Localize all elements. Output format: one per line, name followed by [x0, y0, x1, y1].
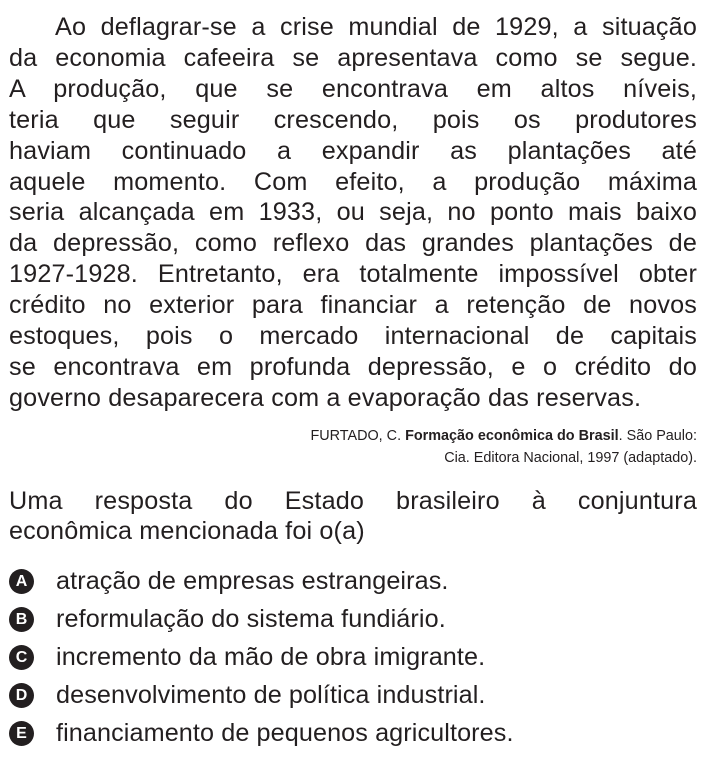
question-line: econômica mencionada foi o(a) [9, 517, 365, 545]
option-b[interactable] [9, 600, 697, 638]
option-c[interactable] [9, 638, 697, 676]
option-a[interactable] [9, 562, 697, 600]
passage-line: 1927-1928. Entretanto, era totalmente impossível obter [9, 260, 697, 289]
option-text: reformulação do sistema fundiário. [56, 605, 446, 633]
option-letter-badge: E [9, 721, 34, 746]
passage-line: seria alcançada em 1933, ou seja, no ponto mais baixo [9, 198, 697, 227]
answer-options [9, 562, 697, 752]
passage-line: da depressão, como reflexo das grandes plantações de [9, 229, 697, 258]
question-stem [9, 486, 697, 546]
citation-place: . São Paulo: [618, 428, 697, 444]
option-text: atração de empresas estrangeiras. [56, 567, 449, 595]
citation-author: FURTADO, C. [310, 428, 406, 444]
option-text: financiamento de pequenos agricultores. [56, 719, 514, 747]
passage-line: aquele momento. Com efeito, a produção máxima [9, 167, 697, 196]
passage-line: governo desaparecera com a evaporação das reservas. [9, 383, 642, 412]
source-citation [177, 425, 697, 469]
passage-line: crédito no exterior para financiar a retenção de novos [9, 291, 697, 320]
option-letter-badge: A [9, 569, 34, 594]
question-line: Uma resposta do Estado brasileiro à conjuntura [9, 487, 697, 515]
option-letter-badge: C [9, 645, 34, 670]
citation-line-1 [177, 425, 697, 447]
option-text: incremento da mão de obra imigrante. [56, 643, 486, 671]
option-letter-badge: B [9, 607, 34, 632]
passage-line: da economia cafeeira se apresentava como se segue. [9, 43, 697, 72]
passage-line: estoques, pois o mercado internacional de capitais [9, 322, 697, 351]
option-text: desenvolvimento de política industrial. [56, 681, 486, 709]
passage-text [9, 12, 697, 414]
option-letter-badge: D [9, 683, 34, 708]
passage-line: A produção, que se encontrava em altos níveis, [9, 74, 697, 103]
citation-publisher: Cia. Editora Nacional, 1997 (adaptado). [444, 450, 697, 466]
passage-line: se encontrava em profunda depressão, e o crédito do [9, 352, 697, 381]
citation-title: Formação econômica do Brasil [405, 428, 619, 444]
option-d[interactable] [9, 676, 697, 714]
passage-line: haviam continuado a expandir as plantações até [9, 136, 697, 165]
passage-line: Ao deflagrar-se a crise mundial de 1929, a situação [55, 13, 697, 41]
option-e[interactable] [9, 714, 697, 752]
passage-line: teria que seguir crescendo, pois os produtores [9, 105, 697, 134]
